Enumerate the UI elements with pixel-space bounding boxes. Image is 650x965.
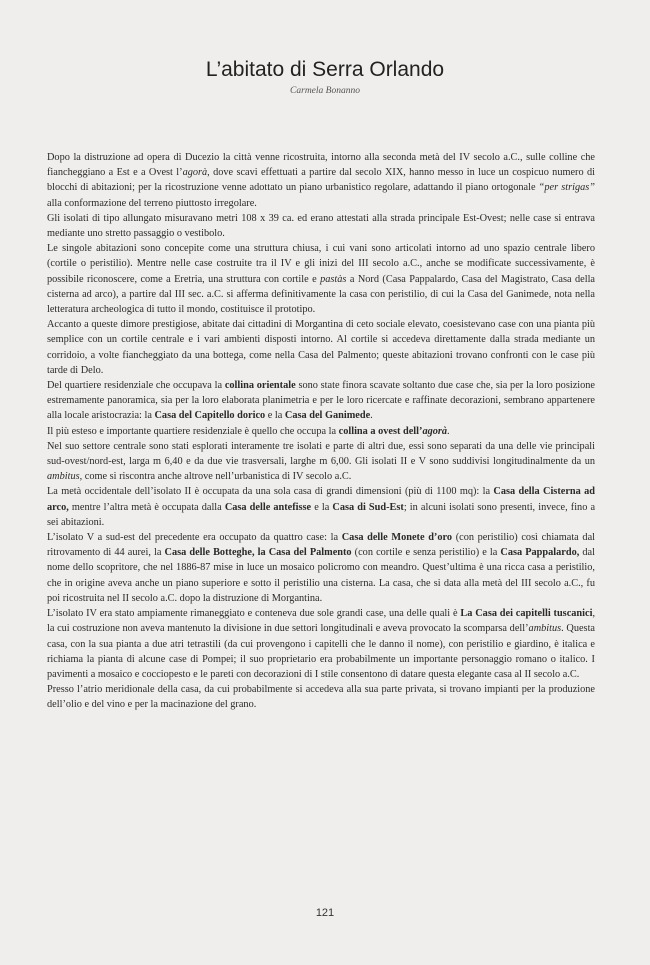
- body-text: [47, 150, 595, 713]
- text-run: mentre l’altra metà è occupata dalla: [68, 501, 225, 513]
- text-run: (con cortile e senza peristilio) e la: [351, 547, 501, 559]
- emphasis-text: ambitus: [528, 623, 562, 635]
- text-run: (con peristilio) così chiamata dal ritrovamento di 44 aurei, la: [47, 532, 595, 559]
- paragraph: [47, 530, 595, 606]
- paragraph: [47, 682, 595, 712]
- text-run: L’isolato V a sud-est del precedente era occupato da quattro case: la: [47, 532, 342, 544]
- text-run: Nel suo settore centrale sono stati esplorati interamente tre isolati e parte di altri due, essi sono separati da una delle vie principali sud-ovest/nord-est, larga m 6,40 e da due vie trasversali, larghe m 6,00. Gli isolati II e V sono suddivisi longitudinalmente da un: [47, 440, 595, 468]
- text-run: .: [370, 410, 373, 422]
- emphasis-text: La Casa dei capitelli tuscanici: [460, 608, 593, 620]
- emphasis-text: Casa del Capitello dorico: [154, 410, 266, 422]
- text-run: Il più esteso e importante quartiere residenziale è quello che occupa la: [47, 425, 339, 437]
- paragraph: [47, 484, 595, 530]
- page-number: 121: [315, 907, 335, 919]
- text-run: alla conformazione del terreno piuttosto irregolare.: [47, 197, 257, 209]
- text-run: a Nord (Casa Pappalardo, Casa del Magistrato, Casa della cisterna ad arco), a partire dal III sec. a.C. si afferma definitivamente la casa con peristilio, di cui la Casa del Ganimede, nota nella letteratura archeologica di tutto il mondo, costituisce il prototipo.: [47, 273, 595, 316]
- page-title: L’abitato di Serra Orlando: [205, 58, 445, 81]
- emphasis-text: Casa di Sud-Est: [332, 501, 404, 513]
- emphasis-text: Casa delle Botteghe, la Casa del Palmento: [164, 547, 352, 559]
- text-run: e la: [265, 410, 285, 422]
- emphasis-text: “per strigas”: [538, 182, 595, 194]
- author-name: Carmela Bonanno: [290, 86, 360, 96]
- paragraph: [47, 211, 595, 241]
- emphasis-text: Casa del Ganimede: [284, 410, 371, 422]
- header: [0, 58, 650, 96]
- text-run: .: [447, 425, 450, 437]
- text-run: ; in alcuni isolati sono presenti, invece, fino a sei abitazioni.: [47, 501, 596, 528]
- emphasis-text: Casa delle antefisse: [224, 501, 312, 513]
- text-run: , come si riscontra anche altrove nell’urbanistica di IV secolo a.C.: [79, 471, 352, 483]
- emphasis-text: agorà: [182, 167, 208, 179]
- paragraph: [47, 606, 595, 682]
- paragraph: [47, 150, 595, 211]
- text-run: La metà occidentale dell’isolato II è occupata da una sola casa di grandi dimensioni (più di 1100 mq): la: [47, 486, 494, 498]
- text-run: Del quartiere residenziale che occupava la: [47, 380, 225, 392]
- paragraph: [47, 424, 595, 439]
- text-run: Le singole abitazioni sono concepite come una struttura chiusa, i cui vani sono articolati intorno ad uno spazio centrale libero (cortile o peristilio). Mentre nelle case costruite tra il IV e gli inizi del III secolo a.C., anche se modificate successivamente, è possibile riconoscere, come a Eretria, una struttura con cortile e: [47, 243, 595, 285]
- text-run: , la cui costruzione non aveva mantenuto la divisione in due settori longitudinali e aveva provocato la scomparsa dell’: [47, 608, 596, 635]
- emphasis-text: Casa Pappalardo,: [500, 547, 580, 559]
- text-run: Dopo la distruzione ad opera di Ducezio la città venne ricostruita, intorno alla seconda metà del IV secolo a.C., sulle colline che fiancheggiano a Est e a Ovest l’: [47, 152, 595, 179]
- paragraph: [47, 317, 595, 378]
- emphasis-text: agorà: [422, 425, 448, 437]
- emphasis-text: collina orientale: [224, 380, 296, 392]
- paragraph: [47, 378, 595, 424]
- text-run: dal nome dello scopritore, che nel 1886-87 mise in luce un mosaico policromo con meandro. Quest’ultima è una ricca casa a peristilio, che in origine aveva anche un piano superiore e sotto il peristilio una cisterna. La casa, che si data alla metà del III secolo a.C., fu poi ricostruita nel II secolo a.C. dopo la distruzione di Morgantina.: [47, 547, 595, 604]
- paragraph: [47, 241, 595, 317]
- emphasis-text: Casa della Cisterna ad arco,: [47, 486, 595, 513]
- text-run: Gli isolati di tipo allungato misuravano metri 108 x 39 ca. ed erano attestati alla strada principale Est-Ovest; nelle case si entrava mediante uno stretto passaggio o vestibolo.: [47, 212, 595, 240]
- text-run: L’isolato IV era stato ampiamente rimaneggiato e conteneva due sole grandi case, una delle quali è: [47, 608, 461, 620]
- text-run: Accanto a queste dimore prestigiose, abitate dai cittadini di Morgantina di ceto sociale elevato, coesistevano case con una pianta più semplice con un cortile centrale e i vari ambienti disposti intorno. Al cortile si accedeva direttamente dalla strada mediante un corridoio, a volte fiancheggiato da una bottega, come nella Casa del Palmento; queste abitazioni trovano confronti con le case più tarde di Delo.: [47, 319, 595, 376]
- text-run: . Questa casa, con la sua pianta a due atri tetrastili (da cui provengono i capitelli che le danno il nome), con peristilio e giardino, è italica e richiama la pianta di alcune case di Pompei; il suo proprietario era probabilmente un importante personaggio romano o italico. I pavimenti a mosaico e cocciopesto e le pareti con decorazioni di I stile consentono di datare questa elegante casa al II secolo a.C.: [47, 623, 595, 680]
- emphasis-text: ambitus: [47, 471, 80, 483]
- paragraph: [47, 439, 595, 485]
- emphasis-text: pastàs: [320, 273, 347, 285]
- text-run: sono state finora scavate soltanto due case che, sia per la loro posizione estremamente panoramica, sia per la loro elaborata planimetria e per le loro ricercate e raffinate decorazioni, sembrano appartenere alla locale aristocrazia: la: [47, 380, 595, 422]
- emphasis-text: collina a ovest dell’: [338, 425, 423, 437]
- text-run: e la: [311, 501, 333, 513]
- emphasis-text: Casa delle Monete d’oro: [341, 532, 453, 544]
- text-run: Presso l’atrio meridionale della casa, da cui probabilmente si accedeva alla sua parte privata, si trovano impianti per la produzione dell’olio e del vino e per la macinazione del grano.: [47, 684, 595, 711]
- text-run: , dove scavi effettuati a partire dal secolo XIX, hanno messo in luce un cospicuo numero di blocchi di abitazioni; per la ricostruzione venne adottato un piano urbanistico regolare, adattando il piano ortogonale: [47, 167, 595, 194]
